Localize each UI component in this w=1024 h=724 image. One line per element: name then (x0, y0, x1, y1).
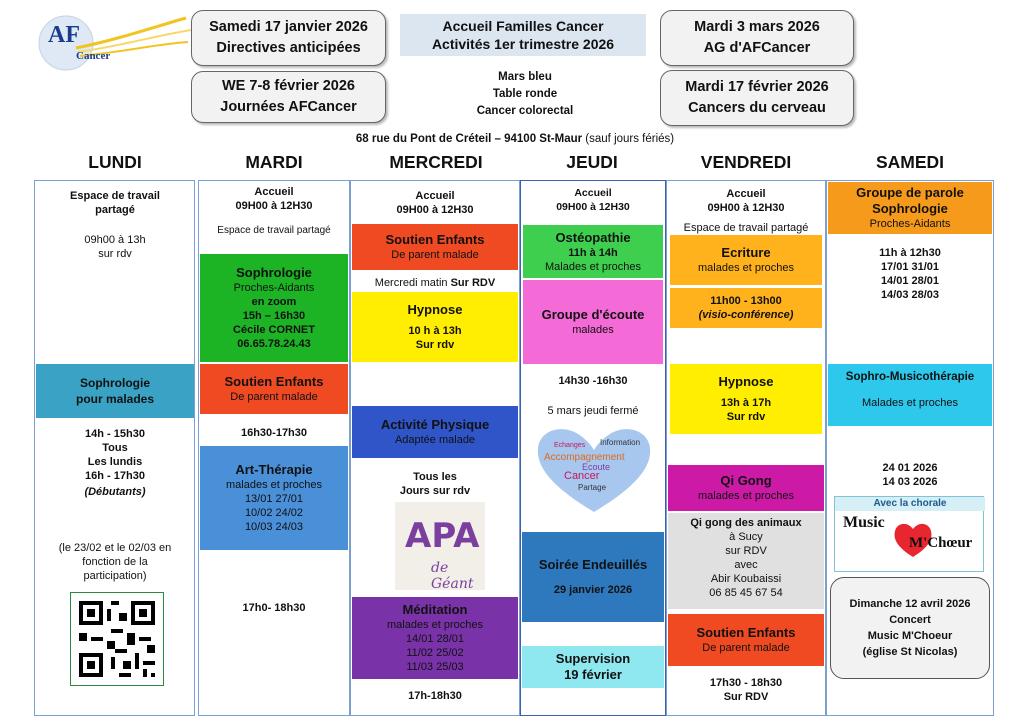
heart-word-cancer: Cancer (564, 470, 600, 482)
lundi-schedule: 14h - 15h30 Tous Les lundis 16h - 17h30 (85, 428, 145, 482)
vendredi-espace: Espace de travail partagé (683, 222, 809, 234)
samedi-musico-sub: Malades et proches (862, 397, 958, 409)
vendredi-hypnose-body: 13h à 17h Sur rdv (720, 397, 772, 423)
heart-word-echanges: Echanges (554, 442, 586, 449)
event-title: Directives anticipées (216, 40, 361, 56)
concert-text: Dimanche 12 avril 2026 Concert Music M'Choeur (église St Nicolas) (849, 598, 971, 658)
header-title: Accueil Familles Cancer Activités 1er trimestre 2026 (400, 14, 646, 56)
lundi-schedule-note: (Débutants) (84, 486, 146, 498)
concert-box (830, 577, 990, 679)
vendredi-qigong-title: Qi Gong (720, 473, 772, 488)
mercredi-hypnose-body: 10 h à 13h Sur rdv (408, 325, 462, 351)
vendredi-soutien-block (668, 614, 824, 666)
heart-word-information: Information (600, 438, 641, 447)
lundi-note: (le 23/02 et le 02/03 en fonction de la participation) (58, 542, 172, 582)
day-vendredi: VENDREDI (700, 152, 792, 172)
event-date: Samedi 17 janvier 2026 (209, 19, 368, 35)
jeudi-groupe-block (523, 280, 663, 364)
mardi-accueil: Accueil 09H00 à 12H30 (235, 186, 313, 212)
vendredi-qigong-animaux-block (668, 513, 824, 609)
samedi-groupe-title: Groupe de parole Sophrologie (856, 185, 964, 216)
vendredi-soutien-sub: De parent malade (702, 642, 790, 654)
vendredi-qigong-animaux-body: à Sucy sur RDV avec Abir Koubaissi 06 85 45 67 54 (709, 531, 783, 599)
mercredi-matin-rdv: Sur RDV (450, 277, 496, 289)
mercredi-activite-block (352, 406, 518, 458)
address-note: (sauf jours fériés) (582, 133, 675, 145)
logo-word: Cancer (76, 50, 111, 62)
mercredi-soutien-sub: De parent malade (391, 249, 479, 261)
mercredi-soutien-block (352, 224, 518, 270)
mardi-sophro-block (200, 254, 348, 362)
jeudi-time: 14h30 -16h30 (558, 375, 628, 387)
mercredi-soutien-title: Soutien Enfants (385, 232, 485, 247)
event-date: Mardi 17 février 2026 (685, 79, 829, 95)
mercredi-meditation-block (352, 597, 518, 679)
lundi-sophro-title: Sophrologie pour malades (75, 376, 155, 406)
mercredi-hypnose-title: Hypnose (407, 302, 463, 317)
mercredi-meditation-title: Méditation (402, 602, 468, 617)
mercredi-activite-sub: Adaptée malade (394, 434, 476, 446)
afcancer-logo (36, 10, 196, 72)
address-line (300, 133, 730, 145)
header-subtitle: Mars bleu Table ronde Cancer colorectal (476, 71, 574, 117)
vendredi-ecriture-time: 11h00 - 13h00 (710, 295, 782, 307)
mercredi-accueil: Accueil 09H00 à 12H30 (396, 190, 474, 216)
vendredi-qigong-sub: malades et proches (698, 490, 794, 502)
vendredi-qigong-animaux-title: Qi gong des animaux (690, 517, 802, 529)
jeudi-groupe-sub: malades (572, 324, 614, 336)
vendredi-ecriture-title: Ecriture (721, 245, 771, 260)
lundi-espace-title: Espace de travail partagé (70, 190, 160, 216)
vendredi-ecriture-note: (visio-conférence) (698, 309, 794, 321)
mercredi-tous: Tous les Jours sur rdv (399, 471, 471, 497)
mercredi-matin-label: Mercredi matin (374, 277, 451, 289)
vendredi-soutien-title: Soutien Enfants (696, 625, 796, 640)
event-title: Cancers du cerveau (688, 100, 826, 116)
heart-word-ecoute: Ecoute (582, 462, 611, 472)
qr-code-graphic (71, 593, 163, 685)
event-box-cerveau (660, 70, 854, 126)
mercredi-meditation-body: malades et proches 14/01 28/01 11/02 25/02 11/03 25/03 (387, 619, 483, 673)
lundi-espace-time: 09h00 à 13h sur rdv (84, 234, 146, 260)
event-title: Journées AFCancer (220, 99, 357, 115)
vendredi-accueil: Accueil 09H00 à 12H30 (707, 188, 785, 214)
mardi-espace: Espace de travail partagé (217, 225, 331, 236)
mercredi-matin (352, 276, 518, 290)
mercredi-bottom-time: 17h-18h30 (408, 690, 462, 702)
jeudi-accueil: Accueil 09H00 à 12H30 (556, 187, 630, 213)
day-mercredi: MERCREDI (389, 152, 483, 172)
event-date: Mardi 3 mars 2026 (694, 19, 820, 35)
day-jeudi: JEUDI (566, 152, 618, 172)
jeudi-osteo-sub: Malades et proches (545, 260, 641, 273)
apa-logo (395, 502, 485, 590)
qr-code (70, 592, 164, 686)
jeudi-osteo-time: 11h à 14h (568, 246, 618, 259)
event-box-journees (191, 71, 386, 123)
mercredi-hypnose-block (352, 292, 518, 362)
mardi-soutien-block (200, 364, 348, 414)
event-box-ag (660, 10, 854, 66)
jeudi-osteo-block (523, 225, 663, 278)
jeudi-soiree-title: Soirée Endeuillés (538, 557, 648, 572)
mardi-art-block (200, 446, 348, 550)
samedi-musico-title: Sophro-Musicothérapie (845, 371, 975, 383)
samedi-musico-dates: 24 01 2026 14 03 2026 (882, 462, 938, 488)
address: 68 rue du Pont de Créteil – 94100 St-Maur (355, 133, 583, 145)
heart-word-accompagnement: Accompagnement (544, 452, 625, 463)
samedi-groupe-sub: Proches-Aidants (869, 218, 951, 230)
vendredi-ecriture-block (670, 235, 822, 285)
mardi-art-body: malades et proches 13/01 27/01 10/02 24/02 10/03 24/03 (226, 479, 322, 533)
apa-logo-text: APA (405, 516, 480, 556)
vendredi-hypnose-block (670, 364, 822, 434)
chorale-label: Avec la chorale (835, 497, 985, 511)
mardi-bottom-time: 17h0- 18h30 (242, 602, 306, 614)
day-lundi: LUNDI (88, 152, 142, 172)
vendredi-bottom: 17h30 - 18h30 Sur RDV (709, 677, 783, 703)
logo-letters: AF (48, 22, 80, 48)
event-box-directives (191, 10, 386, 66)
day-samedi: SAMEDI (875, 152, 945, 172)
chorale-banner (834, 496, 984, 572)
mercredi-activite-title: Activité Physique (380, 417, 490, 432)
day-mardi: MARDI (245, 152, 303, 172)
event-date: WE 7-8 février 2026 (222, 78, 355, 94)
vendredi-qigong-block (668, 465, 824, 511)
apa-logo-sub: de Géant (431, 560, 474, 592)
music-logo-a: Music (843, 514, 885, 531)
jeudi-supervision-block (522, 646, 664, 688)
vendredi-hypnose-title: Hypnose (718, 374, 774, 389)
mardi-soutien-time: 16h30-17h30 (240, 427, 308, 439)
jeudi-soiree-block (522, 532, 664, 622)
mardi-sophro-title: Sophrologie (236, 265, 312, 280)
jeudi-osteo-title: Ostéopathie (555, 229, 631, 245)
mardi-art-title: Art-Thérapie (235, 462, 313, 477)
event-title: AG d'AFCancer (703, 40, 811, 56)
music-logo-b: M'Chœur (909, 535, 973, 551)
mardi-soutien-title: Soutien Enfants (224, 374, 324, 389)
vendredi-ecriture-time-block (670, 288, 822, 328)
mardi-soutien-sub: De parent malade (230, 391, 318, 403)
samedi-musico-block (828, 364, 992, 426)
samedi-groupe-dates: 11h à 12h30 17/01 31/01 14/01 28/01 14/03 28/03 (879, 247, 941, 301)
heart-image (534, 420, 654, 516)
lundi-sophro-block (36, 364, 194, 418)
jeudi-soiree-date: 29 janvier 2026 (553, 584, 633, 596)
mardi-sophro-body: Proches-Aidants (233, 282, 315, 294)
vendredi-ecriture-sub: malades et proches (698, 262, 794, 274)
jeudi-ferme: 5 mars jeudi fermé (547, 405, 639, 417)
jeudi-groupe-title: Groupe d'écoute (541, 307, 645, 322)
heart-word-partage: Partage (578, 483, 607, 492)
samedi-groupe-block (828, 182, 992, 234)
jeudi-supervision-title: Supervision 19 février (555, 651, 631, 682)
mardi-sophro-details: en zoom 15h – 16h30 Cécile CORNET 06.65.78.24.43 (233, 296, 315, 350)
